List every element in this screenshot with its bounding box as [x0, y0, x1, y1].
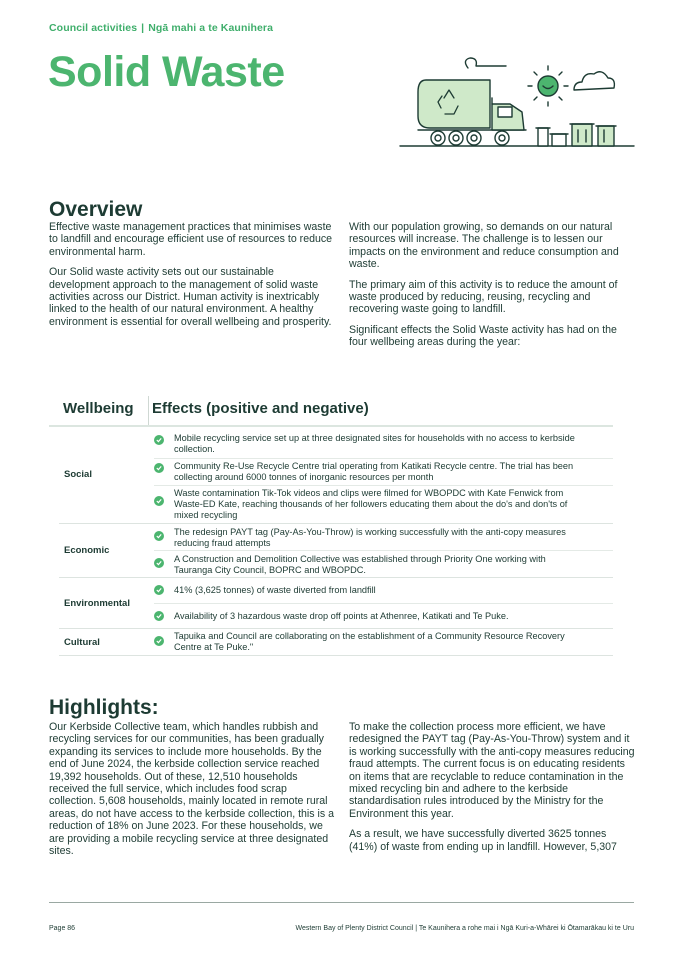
footer-divider [49, 902, 634, 903]
check-icon [154, 636, 164, 646]
sun-icon [528, 66, 568, 106]
row-divider [154, 485, 613, 486]
footer-organisation: Western Bay of Plenty District Council | Te Kaunihera a rohe mai i Ngā Kuri-a-Whārei ki Ōtamarākau ki te Uru [295, 925, 634, 932]
overview-left-column [49, 221, 335, 336]
overview-heading: Overview [49, 198, 143, 221]
wheel-2 [449, 131, 463, 145]
overview-right-column [349, 221, 635, 357]
breadcrumb-separator: | [141, 22, 145, 34]
page-title: Solid Waste [48, 48, 285, 96]
table-group-cultural [59, 628, 613, 656]
effect-text: The redesign PAYT tag (Pay-As-You-Throw) is working successfully with the anti-copy measures reducing fraud attempts [174, 527, 566, 548]
cloud-icon [574, 72, 614, 90]
effect-text: Community Re-Use Recycle Centre trial operating from Katikati Recycle centre. The trial has been collecting around 6000 tonnes of inorganic resources per month [174, 461, 574, 482]
overview-paragraph: Effective waste management practices that minimises waste to landfill and encourage efficient use of resources to reduce environmental harm. [49, 221, 333, 258]
wheel-1 [431, 131, 445, 145]
check-icon [154, 463, 164, 473]
table-group-environmental [59, 577, 613, 629]
column-header-wellbeing: Wellbeing [63, 400, 134, 417]
overview-paragraph: With our population growing, so demands on our natural resources will increase. The challenge is to lessen our impacts on the environment and reduce consumption and waste. [349, 221, 619, 271]
highlights-paragraph: To make the collection process more efficient, we have redesigned the PAYT tag (Pay-As-You-Throw) system and it is working successfully with the anti-copy measures reducing fraud attempts. The current focus is on educating residents on items that are recyclable to reduce contamination in the mixed recycling bin and adhere to the kerbside standardisation rules introduced by the Ministry for the Environment this year. [349, 721, 635, 820]
breadcrumb-section-maori[interactable]: Ngā mahi a te Kaunihera [148, 22, 274, 34]
highlights-right-column [349, 721, 635, 861]
truck-tank [418, 80, 490, 128]
effect-text: Tapuika and Council are collaborating on the establishment of a Community Resource Recovery Centre at Te Puke." [174, 631, 565, 652]
wellbeing-label: Environmental [64, 598, 130, 609]
effect-text: Waste contamination Tik-Tok videos and clips were filmed for WBOPDC with Kate Fenwick from Waste-ED Kate, reaching thousands of her followers educating them about the do's and don'ts of mixed recycling [174, 488, 568, 520]
overview-paragraph: Significant effects the Solid Waste activity has had on the four wellbeing areas during the year: [349, 323, 617, 349]
check-icon [154, 585, 164, 595]
check-icon [154, 435, 164, 445]
wheel-4 [495, 131, 509, 145]
bins-icon [536, 124, 616, 146]
row-divider [154, 458, 613, 459]
highlights-paragraph: Our Kerbside Collective team, which handles rubbish and recycling services for our communities, has been gradually expanding its services to include more households. By the end of June 2024, the kerbside collection service reached 19,392 households. Out of these, 12,510 households received the full service, which includes food scrap collection. 5,608 households, mainly located in remote rural areas, do not have access to the kerbside collection, this is a reduction of 18% on June 2023. For these households, we are providing a mobile recycling service at three designated sites. [49, 721, 335, 858]
garbage-truck-illustration [398, 52, 638, 152]
column-divider [148, 396, 149, 426]
effect-text: Mobile recycling service set up at three designated sites for households with no access to kerbside collection. [174, 433, 575, 454]
wellbeing-label: Social [64, 469, 92, 480]
check-icon [154, 611, 164, 621]
check-icon [154, 496, 164, 506]
table-group-social [59, 426, 613, 524]
wellbeing-label: Economic [64, 545, 110, 556]
effect-text: Availability of 3 hazardous waste drop off points at Athenree, Katikati and Te Puke. [174, 611, 509, 621]
breadcrumb [49, 22, 273, 34]
overview-paragraph: The primary aim of this activity is to reduce the amount of waste produced by reducing, reusing, recycling and recovering waste going to landfill. [349, 278, 618, 316]
effect-text: A Construction and Demolition Collective was established through Priority One working with Tauranga City Council, BOPRC and WBOPDC. [174, 554, 546, 575]
check-icon [154, 531, 164, 541]
page-number: Page 86 [49, 925, 76, 932]
row-divider [154, 603, 613, 604]
wind-swirl [465, 58, 506, 68]
column-header-effects: Effects (positive and negative) [152, 400, 369, 417]
highlights-left-column [49, 721, 335, 865]
wheel-3 [467, 131, 481, 145]
breadcrumb-section[interactable]: Council activities [49, 22, 138, 34]
row-divider [154, 550, 613, 551]
truck-window [498, 107, 512, 117]
highlights-paragraph: As a result, we have successfully diverted 3625 tonnes (41%) of waste from ending up in landfill. However, 5,307 [349, 828, 617, 853]
table-group-economic [59, 523, 613, 578]
effect-text: 41% (3,625 tonnes) of waste diverted from landfill [174, 585, 376, 595]
wellbeing-label: Cultural [64, 637, 100, 648]
highlights-heading: Highlights: [49, 696, 159, 719]
check-icon [154, 558, 164, 568]
overview-paragraph: Our Solid waste activity sets out our sustainable development approach to the management of solid waste activities across our District. Human activity is inextricably linked to the health of our natural environment. A healthy environment is essential for overall wellbeing and prosperity. [49, 266, 332, 328]
wellbeing-table-header [49, 396, 613, 426]
